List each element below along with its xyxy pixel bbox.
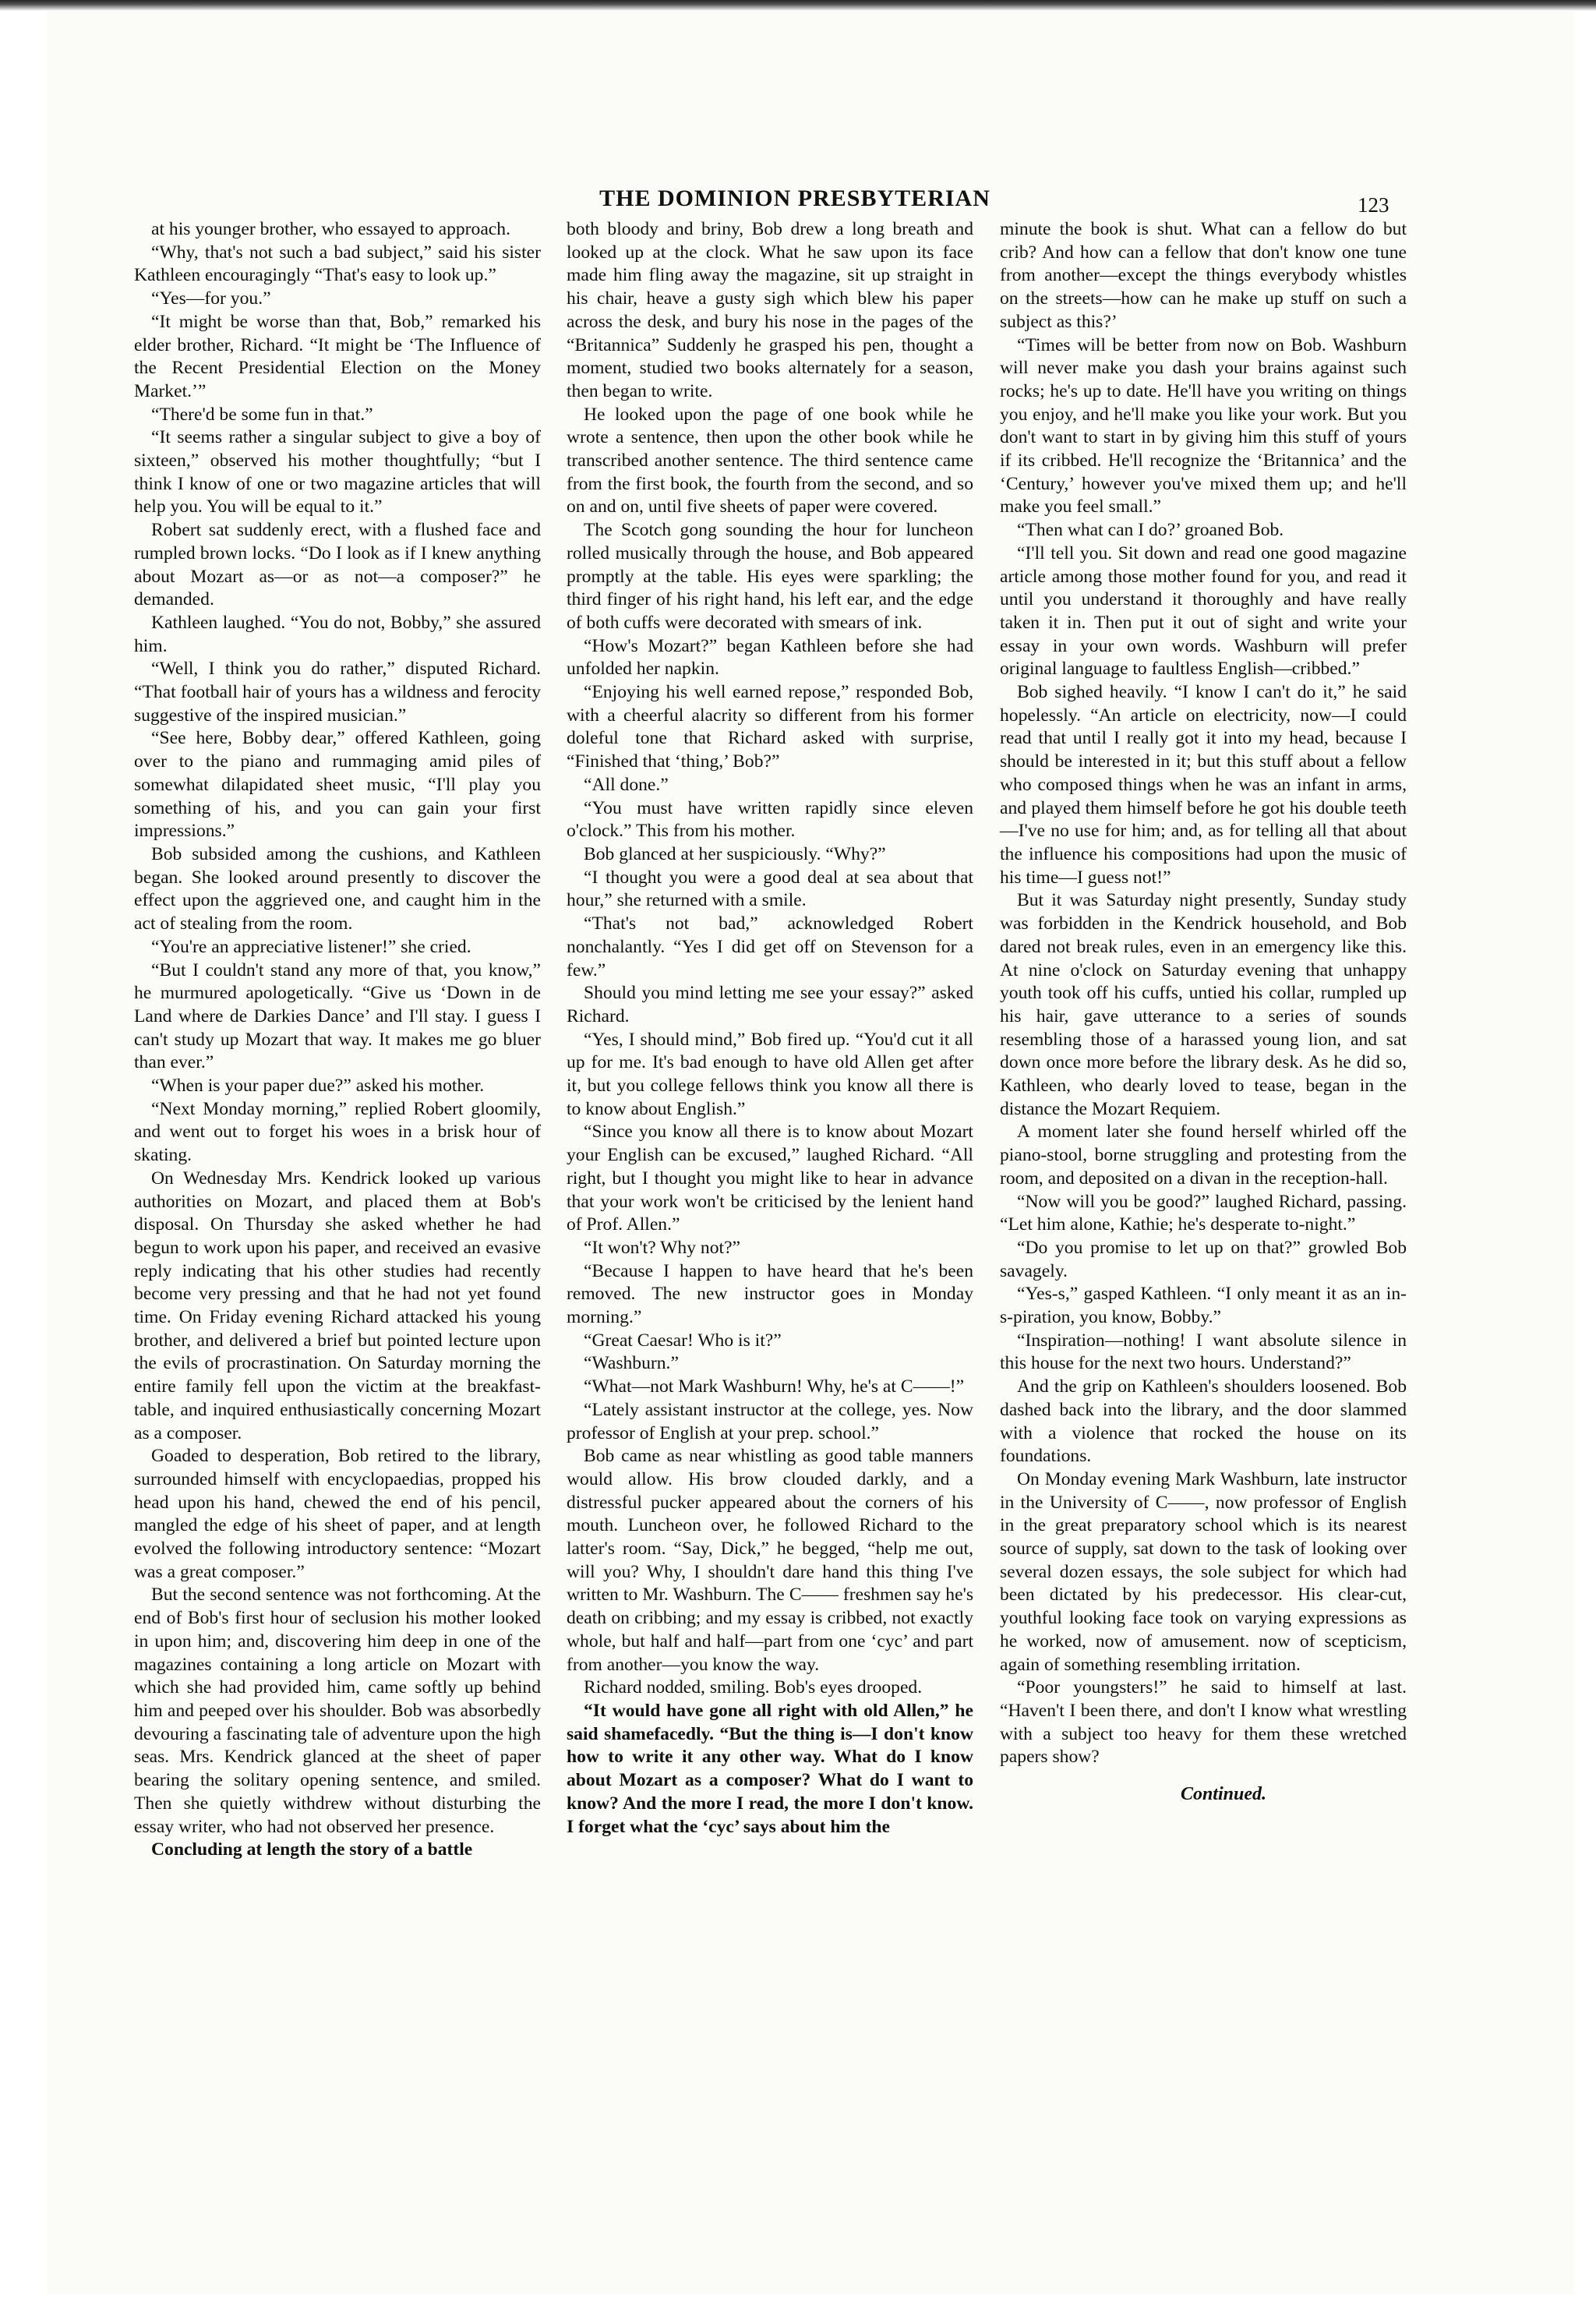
paragraph: A moment later she found herself whirled off the piano-stool, borne struggling and protesting from the room, and deposited on a divan in the reception-hall. (1000, 1122, 1407, 1189)
paragraph: “How's Mozart?” began Kathleen before she had unfolded her napkin. (567, 635, 973, 680)
paragraph: On Monday evening Mark Washburn, late instructor in the University of C——, now professor of English in the great preparatory school which is its nearest source of supply, sat down to the task of looking over several dozen essays, the sole subject for which had been dictated by his predecessor. His clear-cut, youthful looking face took on varying expressions as he worked, now of amusement. now of scepticism, again of something resembling irritation. (1000, 1468, 1407, 1675)
scan-top-edge (0, 0, 1596, 11)
paragraph: On Wednesday Mrs. Kendrick looked up various authorities on Mozart, and placed them at Bob's disposal. On Thursday she asked whether he had begun to work upon his paper, and received an evasive reply indicating that his other studies had recently become very pressing and that he had not yet found time. On Friday evening Richard attacked his young brother, and delivered a brief but pointed lecture upon the evils of procrastination. On Saturday morning the entire family fell upon the victim at the breakfast-table, and inquired enthusiastically concerning Mozart as a composer. (134, 1168, 541, 1443)
paragraph: “But I couldn't stand any more of that, you know,” he murmured apologetically. “Give us ‘Down in de Land where de Darkies Dance’ and I'll stay. I guess I can't study up Mozart that way. It makes me go bluer than ever.” (134, 959, 541, 1073)
paragraph: Bob glanced at her suspiciously. “Why?” (584, 843, 886, 864)
paragraph: “Since you know all there is to know about Mozart your English can be excused,” laughed Richard. “All right, but I thought you might like to hear in advance that your work won't be criticised by the lenient hand of Prof. Allen.” (567, 1122, 973, 1235)
paragraph: “See here, Bobby dear,” offered Kathleen, going over to the piano and rummaging amid piles of somewhat dilapidated sheet music, “I'll play you something of his, and you can gain your first impressions.” (134, 728, 541, 842)
paragraph: Bob subsided among the cushions, and Kathleen began. She looked around presently to discover the effect upon the aggrieved one, and caught him in the act of stealing from the room. (134, 843, 541, 934)
paragraph: Concluding at length the story of a battle (151, 1839, 473, 1860)
paragraph: “It seems rather a singular subject to give a boy of sixteen,” observed his mother thoughtfully; “but I think I know of one or two magazine articles that will help you. You will be equal to it.” (134, 427, 541, 518)
paragraph: “I'll tell you. Sit down and read one good magazine article among those mother found for you, and read it until you understand it thoroughly and have really taken it in. Then put it out of sight and write your essay in your own words. Washburn will prefer original language to faultless English—cribbed.” (1000, 542, 1407, 680)
text-column-2 (567, 218, 973, 1839)
paragraph: “I thought you were a good deal at sea about that hour,” she returned with a smile. (567, 867, 973, 911)
paragraph: “It won't? Why not?” (584, 1237, 741, 1258)
text-column-3 (1000, 218, 1407, 1807)
paragraph: The Scotch gong sounding the hour for luncheon rolled musically through the house, and Bob appeared promptly at the table. His eyes were sparkling; the third finger of his right hand, his left ear, and the edge of both cuffs were decorated with smears of ink. (567, 520, 973, 633)
paragraph: Robert sat suddenly erect, with a flushed face and rumpled brown locks. “Do I look as if I knew anything about Mozart as—or as not—a composer?” he demanded. (134, 520, 541, 610)
paragraph: “You're an appreciative listener!” she cried. (151, 936, 471, 957)
paragraph: Goaded to desperation, Bob retired to the library, surrounded himself with encyclopaedias, propped his head upon his hand, chewed the end of his pencil, mangled the edge of his sheet of paper, and at length evolved the following introductory sentence: “Mozart was a great composer.” (134, 1446, 541, 1582)
paragraph: “Because I happen to have heard that he's been removed. The new instructor goes in Monday morning.” (567, 1260, 973, 1328)
paragraph: But the second sentence was not forthcoming. At the end of Bob's first hour of seclusion his mother looked in upon him; and, discovering him deep in one of the magazines containing a long article on Mozart with which she had provided him, came softly up behind him and peeped over his shoulder. Bob was absorbedly devouring a fascinating tale of adventure upon the high seas. Mrs. Kendrick glanced at the sheet of paper bearing the solitary opening sentence, and smiled. Then she quietly withdrew without disturbing the essay writer, who had not observed her presence. (134, 1585, 541, 1837)
paragraph: “It might be worse than that, Bob,” remarked his elder brother, Richard. “It might be ‘The Influence of the Recent Presidential Election on the Money Market.’” (134, 311, 541, 401)
continued-label: Continued. (1180, 1784, 1266, 1805)
paragraph: “Why, that's not such a bad subject,” said his sister Kathleen encouragingly “That's easy to look up.” (134, 242, 541, 286)
paragraph: Bob sighed heavily. “I know I can't do it,” he said hopelessly. “An article on electricity, now—I could read that until I really got it into my head, because I should be interested in it; but this stuff about a fellow who composed things when he was an infant in arms, and played them himself before he got his double teeth—I've no use for him; and, as for telling all that about the influence his compositions had upon the music of his time—I guess not!” (1000, 682, 1407, 888)
paragraph: both bloody and briny, Bob drew a long breath and looked up at the clock. What he saw upon its face made him fling away the magazine, sit up straight in his chair, heave a gusty sigh which blew his paper across the desk, and bury his nose in the pages of the “Britannica” Suddenly he grasped his pen, thought a moment, studied two books alternately for a season, then began to write. (567, 219, 973, 401)
paragraph: Bob came as near whistling as good table manners would allow. His brow clouded darkly, and a distressful pucker appeared about the corners of his mouth. Luncheon over, he followed Richard to the latter's room. “Say, Dick,” he begged, “help me out, will you? Why, I shouldn't dare hand this thing I've written to Mr. Washburn. The C—— freshmen say he's death on cribbing; and my essay is cribbed, not exactly whole, but half and half—part from one ‘cyc’ and part from another—you know the way. (567, 1446, 973, 1675)
paragraph: “Yes—for you.” (151, 288, 271, 309)
paragraph: at his younger brother, who essayed to approach. (151, 219, 510, 239)
paragraph: “Great Caesar! Who is it?” (584, 1330, 782, 1351)
paragraph: “Then what can I do?’ groaned Bob. (1017, 520, 1284, 541)
paragraph: minute the book is shut. What can a fellow do but crib? And how can a fellow that don't know one tune from another—except the things everybody whistles on the streets—how can he make up stuff on such a subject as this?’ (1000, 219, 1407, 332)
text-column-1 (134, 218, 541, 1862)
paragraph: “Enjoying his well earned repose,” responded Bob, with a cheerful alacrity so different from his former doleful tone that Richard asked with surprise, “Finished that ‘thing,’ Bob?” (567, 682, 973, 772)
paragraph: Richard nodded, smiling. Bob's eyes drooped. (584, 1677, 923, 1698)
paragraph: “You must have written rapidly since eleven o'clock.” This from his mother. (567, 797, 973, 842)
paragraph: But it was Saturday night presently, Sunday study was forbidden in the Kendrick household, and Bob dared not break rules, even in an emergency like this. At nine o'clock on Saturday evening that unhappy youth took off his cuffs, untied his collar, rumpled up his hair, gave utterance to a series of sounds resembling those of a harassed young lion, and sat down once more before the library desk. As he did so, Kathleen, who dearly loved to tease, began in the distance the Mozart Requiem. (1000, 890, 1407, 1119)
paragraph: “Next Monday morning,” replied Robert gloomily, and went out to forget his woes in a brisk hour of skating. (134, 1098, 541, 1166)
paragraph: “Well, I think you do rather,” disputed Richard. “That football hair of yours has a wildness and ferocity suggestive of the inspired musician.” (134, 659, 541, 726)
paragraph: “Do you promise to let up on that?” growled Bob savagely. (1000, 1237, 1407, 1281)
paragraph: “There'd be some fun in that.” (151, 404, 373, 425)
paragraph: “Times will be better from now on Bob. Washburn will never make you dash your brains against such rocks; he's up to date. He'll have you writing on things you enjoy, and he'll make you like your work. But you don't want to start in by giving him this stuff of yours if its cribbed. He'll recognize the ‘Britannica’ and the ‘Century,’ however you've mixed them up; and he'll make you feel small.” (1000, 334, 1407, 518)
paragraph: Should you mind letting me see your essay?” asked Richard. (567, 983, 973, 1026)
paragraph: “When is your paper due?” asked his mother. (151, 1076, 485, 1097)
page-number: 123 (1358, 193, 1389, 217)
paragraph: “Inspiration—nothing! I want absolute silence in this house for the next two hours. Understand?” (1000, 1330, 1407, 1374)
paragraph: He looked upon the page of one book while he wrote a sentence, then upon the other book while he transcribed another sentence. The third sentence came from the first book, the fourth from the second, and so on and on, until five sheets of paper were covered. (567, 404, 973, 518)
paragraph: “Poor youngsters!” he said to himself at last. “Haven't I been there, and don't I know what wrestling with a subject too heavy for them these wretched papers show? (1000, 1677, 1407, 1768)
paragraph: “That's not bad,” acknowledged Robert nonchalantly. “Yes I did get off on Stevenson for a few.” (567, 913, 973, 980)
paragraph: “Washburn.” (584, 1353, 679, 1374)
paragraph: “All done.” (584, 774, 669, 795)
paragraph: “Yes-s,” gasped Kathleen. “I only meant it as an in-s-piration, you know, Bobby.” (1000, 1284, 1407, 1328)
paragraph: “What—not Mark Washburn! Why, he's at C——!” (584, 1376, 965, 1397)
page-header-title: THE DOMINION PRESBYTERIAN (599, 185, 990, 211)
paragraph: And the grip on Kathleen's shoulders loosened. Bob dashed back into the library, and the door slammed with a violence that rocked the house on its foundations. (1000, 1376, 1407, 1467)
paragraph: “Now will you be good?” laughed Richard, passing. “Let him alone, Kathie; he's desperate to-night.” (1000, 1191, 1407, 1235)
paragraph: “Yes, I should mind,” Bob fired up. “You'd cut it all up for me. It's bad enough to have old Allen get after it, but you college fellows think you know all there is to know about English.” (567, 1029, 973, 1119)
paragraph: “It would have gone all right with old Allen,” he said shamefacedly. “But the thing is—I don't know how to write it any other way. What do I know about Mozart as a composer? What do I want to know? And the more I read, the more I don't know. I forget what the ‘cyc’ says about him the (567, 1701, 973, 1837)
paragraph: “Lately assistant instructor at the college, yes. Now professor of English at your prep. school.” (567, 1399, 973, 1443)
paragraph: Kathleen laughed. “You do not, Bobby,” she assured him. (134, 612, 541, 656)
